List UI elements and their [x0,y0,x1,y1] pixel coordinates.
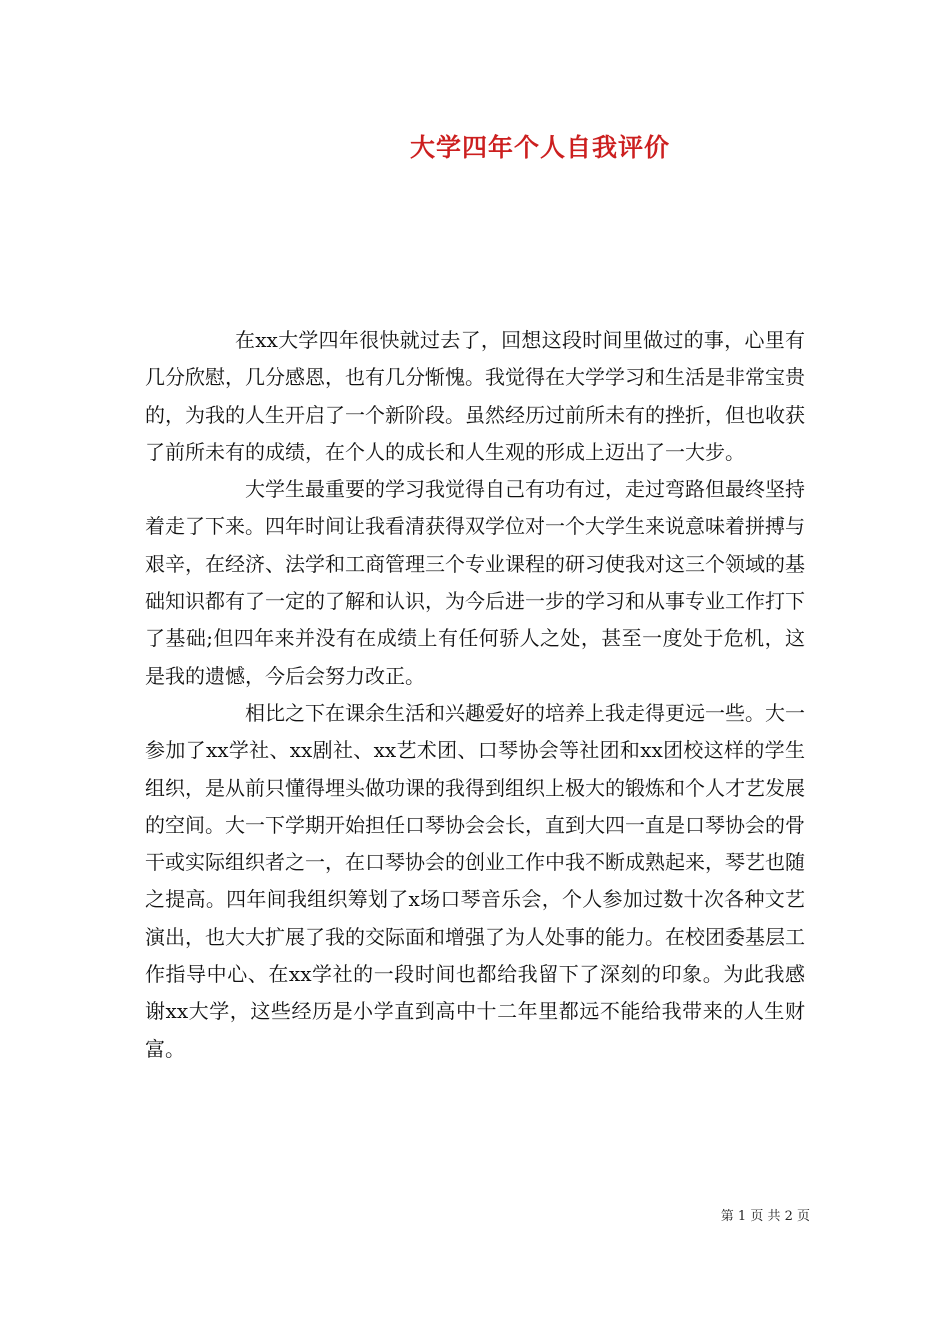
document-body [145,322,805,1068]
paragraph-3: 相比之下在课余生活和兴趣爱好的培养上我走得更远一些。大一参加了xx学社、xx剧社、xx艺术团、口琴协会等社团和xx团校这样的学生组织，是从前只懂得埋头做功课的我得到组织上极大的锻炼和个人才艺发展的空间。大一下学期开始担任口琴协会会长，直到大四一直是口琴协会的骨干或实际组织者之一，在口琴协会的创业工作中我不断成熟起来，琴艺也随之提高。四年间我组织筹划了x场口琴音乐会，个人参加过数十次各种文艺演出，也大大扩展了我的交际面和增强了为人处事的能力。在校团委基层工作指导中心、在xx学社的一段时间也都给我留下了深刻的印象。为此我感谢xx大学，这些经历是小学直到高中十二年里都远不能给我带来的人生财富。 [145,700,805,1061]
paragraph-1: 在xx大学四年很快就过去了，回想这段时间里做过的事，心里有几分欣慰，几分感恩，也有几分惭愧。我觉得在大学学习和生活是非常宝贵的，为我的人生开启了一个新阶段。虽然经历过前所未有的挫折，但也收获了前所未有的成绩，在个人的成长和人生观的形成上迈出了一大步。 [145,328,805,464]
paragraph-2: 大学生最重要的学习我觉得自己有功有过，走过弯路但最终坚持着走了下来。四年时间让我看清获得双学位对一个大学生来说意味着拼搏与艰辛，在经济、法学和工商管理三个专业课程的研习使我对这三个领域的基础知识都有了一定的了解和认识，为今后进一步的学习和从事专业工作打下了基础;但四年来并没有在成绩上有任何骄人之处，甚至一度处于危机，这是我的遗憾，今后会努力改正。 [145,477,805,688]
document-title: 大学四年个人自我评价 [409,133,670,162]
page-number-footer: 第 1 页 共 2 页 [720,1209,810,1224]
